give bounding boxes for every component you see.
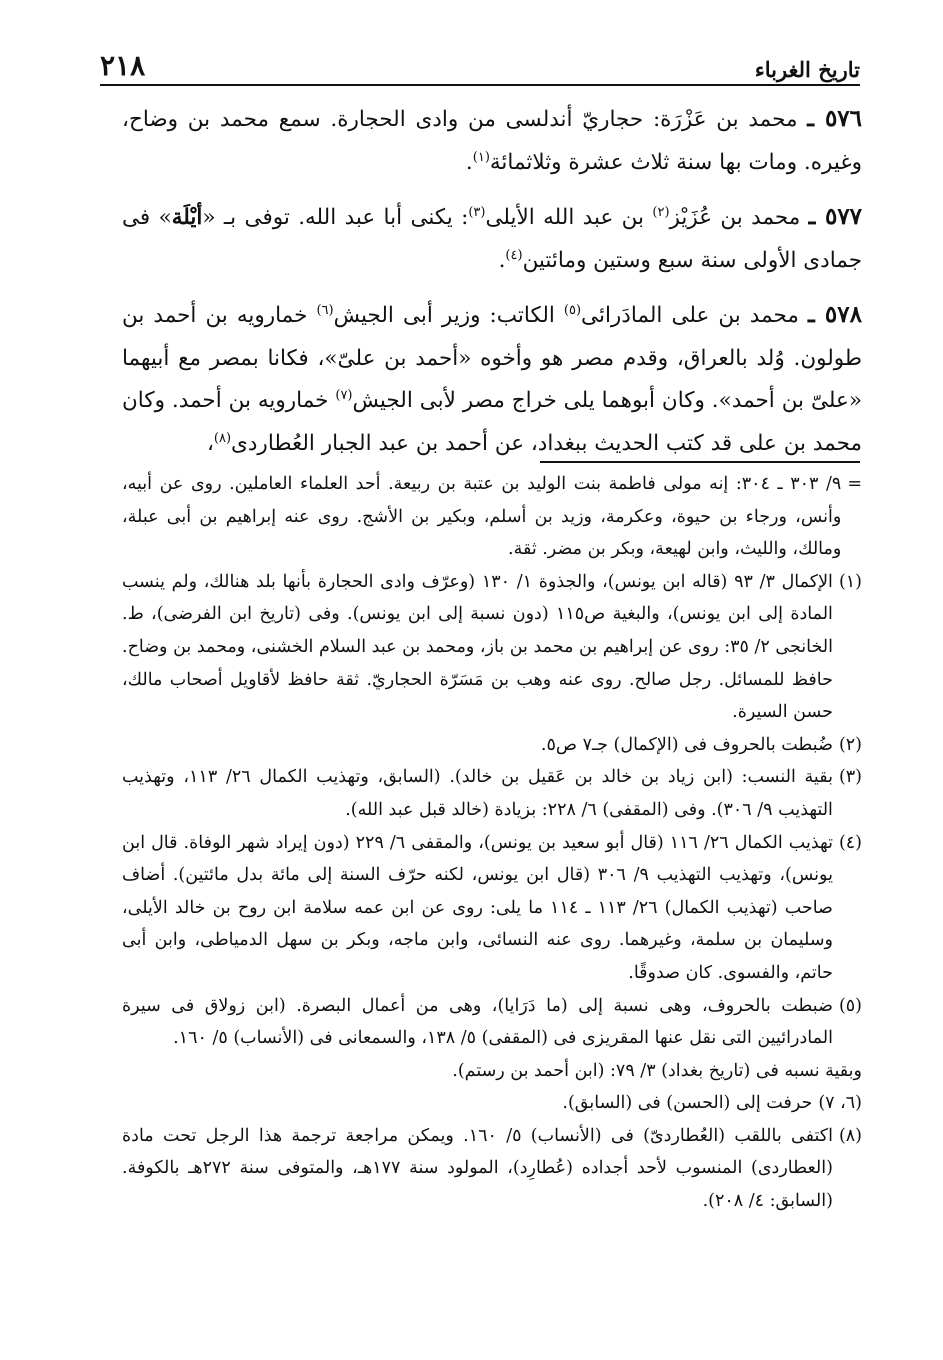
footnote-marker: (٣): [838, 767, 862, 788]
footnote-ref: (٤): [505, 247, 523, 263]
footnote-marker: (٨): [838, 1125, 862, 1146]
footnote-ref: (١): [472, 149, 490, 165]
footnote-5-continuation: [122, 1055, 862, 1088]
entry-tail: .: [465, 149, 473, 175]
entry-number: ٥٧٦ ـ: [807, 105, 862, 132]
footnote-text: تهذيب الكمال ٢٦/ ١١٦ (قال أبو سعيد بن يونس)، والمقفى ٦/ ٢٢٩ (دون إيراد شهر الوفاة. قال ابن يونس)، وتهذيب التهذيب ٩/ ٣٠٦ (قال ابن يونس، لكنه حرّف السنة إلى مائة بدل مائتين). أضاف صاحب (تهذيب الكمال) ٢٦/ ١١٣ ـ ١١٤ ما يلى: روى عن ابن عمه سلامة ابن روح بن خالد الأيلى، وسليمان بن سلمة، وغيرهما. روى عنه النسائى، وابن ماجه، وبكر بن سهل الدمياطى، وابن أبى حاتم، والفسوى. كان صدوقًا.: [122, 832, 833, 983]
entry-578: [122, 294, 862, 465]
entry-tail: ،: [206, 430, 214, 456]
footnote-text: ضُبطت بالحروف فى (الإكمال) جـ٧ ص٥.: [540, 734, 833, 755]
footnote-marker: (١): [838, 571, 862, 592]
footnote-ref: (٣): [468, 204, 486, 220]
footnote-text: وبقية نسبه فى (تاريخ بغداد) ٣/ ٧٩: (ابن أحمد بن رستم).: [452, 1060, 862, 1081]
entry-text: خمارويه بن أحمد. وكان محمد بن على قد كتب الحديث ببغداد، عن أحمد بن عبد الجبار العُطاردى: [122, 388, 862, 456]
footnote-marker: (٥): [838, 995, 862, 1016]
footnote-text: ٩/ ٣٠٣ ـ ٣٠٤: إنه مولى فاطمة بنت الوليد بن عتبة بن ربيعة. أحد العلماء العاملين. روى عن أبيه، وأنس، ورجاء بن حيوة، وعكرمة، وزيد بن أسلم، وبكير بن الأشج. روى عنه إبراهيم بن أبى عبلة، ومالك، والليث، وابن لهيعة، وبكر بن مضر. ثقة.: [122, 474, 842, 560]
entry-text: خمارويه بن أحمد بن طولون. وُلد بالعراق، وقدم مصر هو وأخوه «أحمد بن علىّ»، فكانا بمصر مع أبيهما «علىّ بن أحمد». وكان أبوهما يلى خراج مصر لأبى الجيش: [122, 303, 862, 413]
entry-tail: .: [498, 247, 506, 273]
entry-text: » فى جمادى الأولى سنة سبع وستين ومائتين: [122, 205, 862, 273]
entry-number: ٥٧٨ ـ: [807, 301, 862, 328]
entry-text: محمد بن عُزَيْز: [669, 205, 801, 230]
page-number: ٢١٨: [100, 49, 146, 82]
running-title: تاريخ الغرباء: [754, 57, 860, 82]
entry-text: محمد بن على المادَرائى: [581, 303, 799, 328]
footnote-continuation: [122, 468, 862, 566]
entry-text: بن عبد الله الأيلى: [485, 205, 653, 230]
entry-text: محمد بن عَزْرَة: حجاريّ أندلسى من وادى الحجارة. سمع محمد بن وضاح، وغيره. ومات بها سنة ثلاث عشرة وثلاثمائة: [122, 107, 862, 175]
footnote-1: [122, 566, 862, 729]
place-name: أيْلَة: [171, 205, 203, 230]
footnote-separator: [540, 461, 860, 463]
header-rule: [100, 84, 860, 86]
footnote-ref: (٨): [213, 430, 232, 446]
footnote-ref: (٥): [563, 302, 582, 318]
footnote-ref: (٧): [335, 387, 353, 403]
main-text: [122, 98, 862, 477]
footnotes: [122, 468, 862, 1218]
footnote-8: [122, 1120, 862, 1218]
footnote-6-7: [122, 1087, 862, 1120]
footnote-ref: (٦): [316, 302, 334, 318]
entry-576: [122, 98, 862, 184]
footnote-text: ضبطت بالحروف، وهى نسبة إلى (ما دَرَايا)، وهى من أعمال البصرة. (ابن زولاق فى سيرة المادرائيين التى نقل عنها المقريزى فى (المقفى) ٥/ ١٣٨، والسمعانى فى (الأنساب) ٥/ ١٦٠.: [122, 995, 833, 1049]
footnote-4: [122, 827, 862, 990]
footnote-text: بقية النسب: (ابن زياد بن خالد بن عَقيل بن خالد). (السابق، وتهذيب الكمال ٢٦/ ١١٣، وتهذيب التهذيب ٩/ ٣٠٦). وفى (المقفى) ٦/ ٢٢٨: بزيادة (خالد قبل عبد الله).: [122, 767, 833, 820]
footnote-marker: =: [847, 474, 862, 494]
footnote-2: [122, 729, 862, 762]
entry-number: ٥٧٧ ـ: [808, 203, 863, 230]
footnote-ref: (٢): [652, 204, 670, 220]
footnote-5: [122, 990, 862, 1055]
entry-text: : يكنى أبا عبد الله. توفى بـ «: [202, 205, 469, 230]
entry-577: [122, 196, 862, 282]
page-header: [100, 42, 860, 82]
footnote-text: الإكمال ٣/ ٩٣ (قاله ابن يونس)، والجذوة ١/ ١٣٠ (وعرّف وادى الحجارة بأنها بلد هنالك، ولم ينسب المادة إلى ابن يونس)، والبغية ص١١٥ (دون نسبة إلى ابن يونس). وفى (تاريخ ابن الفرضى)، ط. الخانجى ٢/ ٣٥: روى عن إبراهيم بن محمد بن باز، ومحمد بن عبد السلام الخشنى، ومحمد بن وضاح. حافظ للمسائل. رجل صالح. روى عنه وهب بن مَسَرّة الحجاريّ. ثقة حافظ لأقاويل أصحاب مالك، حسن السيرة.: [122, 571, 833, 723]
footnote-marker: (٢): [838, 734, 862, 755]
footnote-text: اكتفى باللقب (العُطاردىّ) فى (الأنساب) ٥/ ١٦٠. ويمكن مراجعة ترجمة هذا الرجل تحت مادة (العطاردى) المنسوب لأحد أجداده (عُطارِد)، المولود سنة ١٧٧هـ، والمتوفى سنة ٢٧٢هـ بالكوفة. (السابق: ٤/ ٢٠٨).: [122, 1125, 833, 1212]
footnote-3: [122, 761, 862, 826]
entry-text: الكاتب: وزير أبى الجيش: [333, 303, 564, 328]
footnote-marker: (٦، ٧): [818, 1093, 862, 1114]
footnote-marker: (٤): [838, 832, 862, 853]
footnote-text: حرفت إلى (الحسن) فى (السابق).: [562, 1093, 813, 1114]
